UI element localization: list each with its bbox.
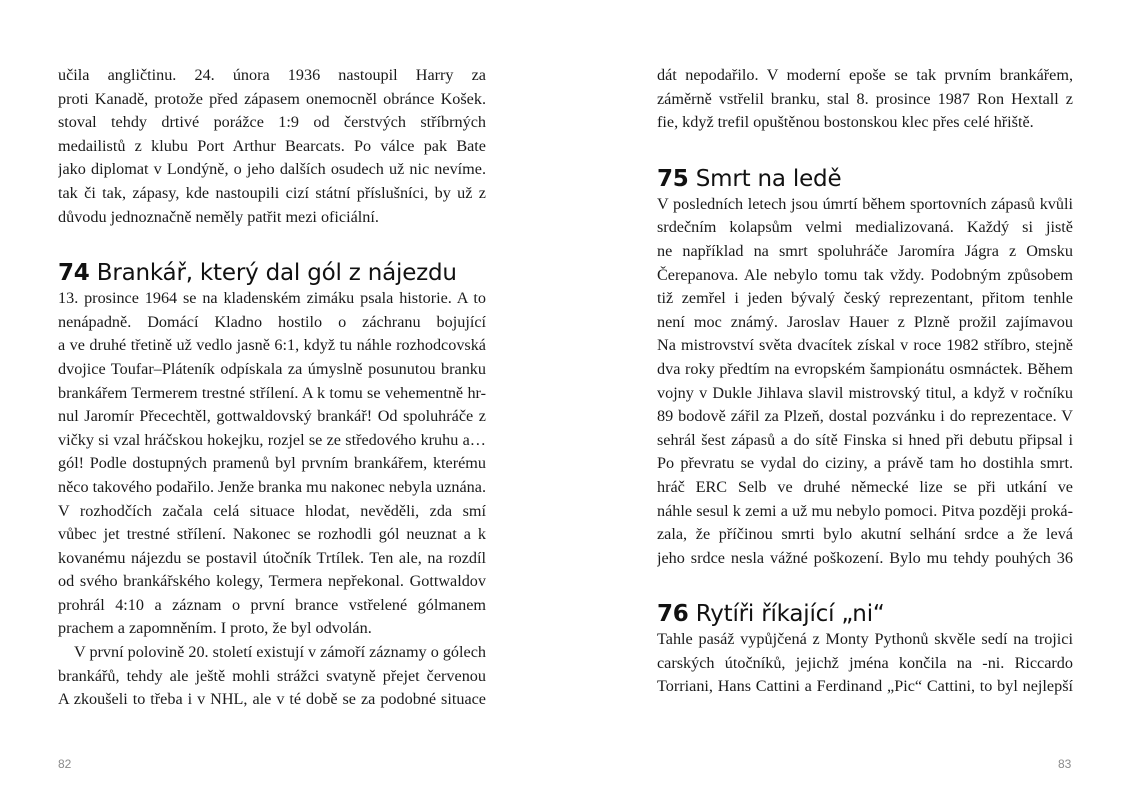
text-line: Tahle pasáž vypůjčená z Monty Pythonů skvěle sedí na trojici bbox=[657, 630, 1073, 649]
section-title: Brankář, který dal gól z nájezdu bbox=[96, 260, 457, 287]
text-line: prohrál 4:10 a záznam o první brance vstřelené gólmanem bbox=[58, 595, 486, 614]
text-line: dva roky předtím na evropském šampionátu osmnáctek. Během bbox=[657, 359, 1073, 378]
section-title: Rytíři říkající „ni“ bbox=[695, 601, 885, 628]
text-line: zala, že příčinou smrti bylo akutní selhání srdce a že levá bbox=[657, 525, 1073, 544]
text-line: jeho srdce nesla vážné poškození. Bylo mu tehdy pouhých 36 bbox=[657, 548, 1073, 567]
section-heading bbox=[58, 259, 486, 287]
section-number: 76 bbox=[657, 601, 689, 628]
text-line: není moc známý. Jaroslav Hauer z Plzně prožil zajímavou bbox=[657, 312, 1073, 331]
text-line: dvojice Toufar–Pláteník odpískala za úmyslně posunutou branku bbox=[58, 359, 486, 378]
text-line: gól! Podle dostupných pramenů byl prvním brankářem, kterému bbox=[58, 454, 486, 473]
text-line: kovanému nájezdu se postavil útočník Trtílek. Ten ale, na rozdíl bbox=[58, 548, 486, 567]
text-line: tiž zemřel i jeden bývalý český reprezentant, přitom tenhle bbox=[657, 289, 1073, 308]
text-line: V posledních letech jsou úmrtí během sportovních zápasů kvůli bbox=[657, 194, 1073, 213]
text-line: vojny v Dukle Jihlava slavil mistrovský titul, a když v ročníku bbox=[657, 383, 1073, 402]
paragraph bbox=[657, 628, 1073, 699]
text-line: ne například na smrt spoluhráče Jaromíra Jágra z Omsku bbox=[657, 241, 1073, 260]
text-line: sehrál šest zápasů a do sítě Finska si hned při debutu připsal i bbox=[657, 430, 1073, 449]
section-number: 75 bbox=[657, 165, 689, 192]
text-line: proti Kanadě, protože před zápasem onemocněl obránce Košek. bbox=[58, 89, 486, 108]
text-line: nul Jaromír Přecechtěl, gottwaldovský brankář! Od spoluhráče z bbox=[58, 407, 486, 426]
text-line: 13. prosince 1964 se na kladenském zimáku psala historie. A to bbox=[58, 289, 486, 308]
paragraph bbox=[58, 641, 486, 712]
text-line: brankářů, tehdy ale ještě mohli strážci svatyně přejet červenou bbox=[58, 666, 486, 685]
right-page bbox=[657, 64, 1073, 699]
paragraph bbox=[58, 64, 486, 229]
text-line: A zkoušeli to třeba i v NHL, ale v té době se za podobné situace bbox=[58, 690, 486, 709]
text-line: vůbec jet trestné střílení. Nakonec se rozhodli gól neuznat a k bbox=[58, 525, 486, 544]
page-number-right: 83 bbox=[1058, 757, 1072, 771]
text-line: záměrně vstřelil branku, stal 8. prosince 1987 Ron Hextall z bbox=[657, 89, 1073, 108]
page-number-left: 82 bbox=[58, 757, 72, 771]
left-page bbox=[58, 64, 486, 712]
text-line: vičky si vzal hráčskou hokejku, rozjel se ze středového kruhu a… bbox=[58, 430, 486, 449]
text-line: náhle sesul k zemi a už mu nebylo pomoci. Pitva později proká- bbox=[657, 501, 1073, 520]
text-line: medailistů z klubu Port Arthur Bearcats. Po válce pak Bate bbox=[58, 136, 486, 155]
text-line: Čerepanova. Ale nebylo tomu tak vždy. Podobným způsobem bbox=[657, 265, 1073, 284]
text-line: nenápadně. Domácí Kladno hostilo o záchranu bojující bbox=[58, 312, 486, 331]
text-line: hráč ERC Selb ve druhé německé lize se při utkání ve bbox=[657, 477, 1073, 496]
text-line: prachem a zapomněním. I proto, že byl odvolán. bbox=[58, 619, 372, 638]
text-line: Po převratu se vydal do ciziny, a právě tam ho dostihla smrt. bbox=[657, 454, 1073, 473]
section-number: 74 bbox=[58, 260, 90, 287]
text-line: něco takového podařilo. Jenže branka mu nakonec nebyla uznána. bbox=[58, 477, 486, 496]
section-heading bbox=[657, 165, 1073, 193]
section-heading bbox=[657, 600, 1073, 628]
text-line: srdečním kolapsům velmi medializovaná. Každý si jistě bbox=[657, 218, 1073, 237]
text-line: fie, když trefil opuštěnou bostonskou klec přes celé hřiště. bbox=[657, 113, 1034, 132]
paragraph bbox=[657, 193, 1073, 571]
paragraph bbox=[657, 64, 1073, 135]
text-line: důvodu jednoznačně neměly patřit mezi oficiální. bbox=[58, 207, 379, 226]
text-line: jako diplomat v Londýně, o jeho dalších osudech už nic nevíme. bbox=[58, 160, 486, 179]
text-line: od svého brankářského kolegy, Termera nepřekonal. Gottwaldov bbox=[58, 572, 486, 591]
text-line: tak či tak, zápasy, kde nastoupili cizí státní příslušníci, by už z bbox=[58, 183, 486, 202]
paragraph bbox=[58, 287, 486, 641]
text-line: učila angličtinu. 24. února 1936 nastoupil Harry za bbox=[58, 66, 486, 84]
text-line: Na mistrovství světa dvacítek získal v roce 1982 stříbro, stejně bbox=[657, 336, 1073, 355]
text-line: stoval tehdy drtivé porážce 1:9 od čerstvých stříbrných bbox=[58, 113, 486, 132]
text-line: V rozhodčích začala celá situace hlodat, nevěděli, zda smí bbox=[58, 501, 486, 520]
text-line: 89 bodově zářil za Plzeň, dostal pozvánku i do reprezentace. V bbox=[657, 407, 1073, 426]
text-line: brankářem Termerem trestné střílení. A k tomu se vehementně hr- bbox=[58, 383, 486, 402]
text-line: a ve druhé třetině už vedlo jasně 6:1, když tu náhle rozhodcovská bbox=[58, 336, 486, 355]
text-line: dát nepodařilo. V moderní epoše se tak prvním brankářem, bbox=[657, 66, 1073, 84]
text-line: Torriani, Hans Cattini a Ferdinand „Pic“ Cattini, to byl nejlepší bbox=[657, 677, 1073, 696]
section-title: Smrt na ledě bbox=[695, 165, 842, 192]
text-line: V první polovině 20. století existují v zámoří záznamy o gólech bbox=[74, 643, 486, 662]
text-line: carských útočníků, jejichž jména končila na -ni. Riccardo bbox=[657, 653, 1073, 672]
